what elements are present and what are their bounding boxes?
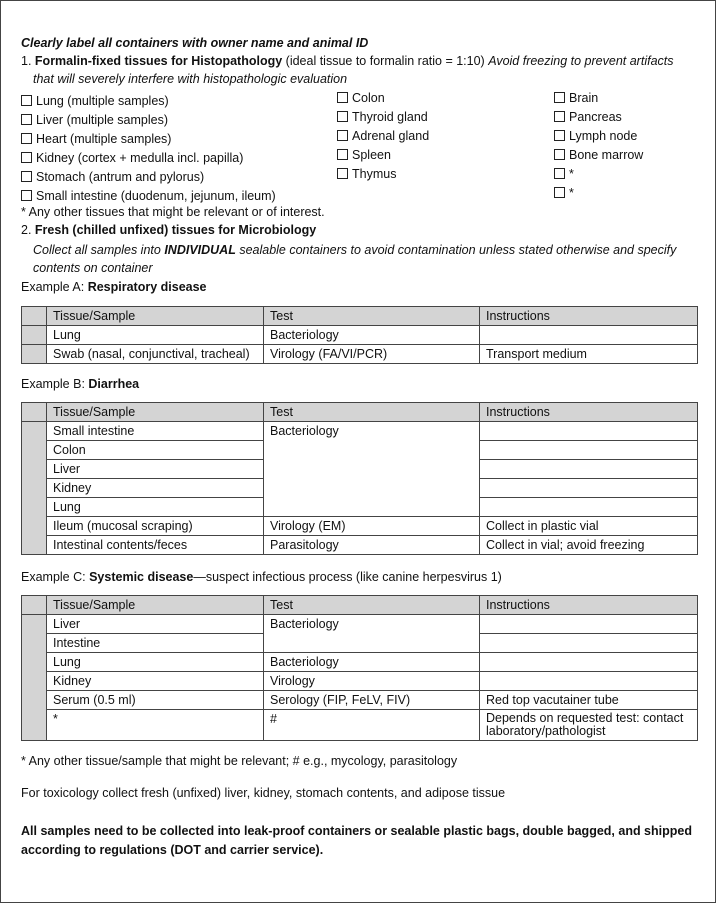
table-row: Intestine <box>22 634 698 653</box>
checklist-item[interactable]: Thyroid gland <box>337 108 429 127</box>
checklist-col3 <box>554 89 643 203</box>
table-row: Intestinal contents/feces Parasitology Collect in vial; avoid freezing <box>22 536 698 555</box>
example-c-heading: Example C: Systemic disease—suspect infectious process (like canine herpesvirus 1) <box>21 570 502 584</box>
checkbox[interactable] <box>21 152 32 163</box>
checklist-item[interactable]: Liver (multiple samples) <box>21 111 276 130</box>
table-row: Kidney Virology <box>22 672 698 691</box>
section2-heading <box>21 223 316 237</box>
section1-note-cont: that will severely interfere with histopathologic evaluation <box>33 72 348 86</box>
checklist-item[interactable]: Heart (multiple samples) <box>21 130 276 149</box>
section1-heading <box>21 54 674 68</box>
toxicology-note: For toxicology collect fresh (unfixed) liver, kidney, stomach contents, and adipose tissue <box>21 786 506 800</box>
checklist-item[interactable]: Lung (multiple samples) <box>21 92 276 111</box>
checklist-item[interactable]: Small intestine (duodenum, jejunum, ileum) <box>21 187 276 206</box>
checklist-item[interactable]: * <box>554 165 643 184</box>
table-row: * # Depends on requested test: contact laboratory/pathologist <box>22 710 698 741</box>
checklist-item[interactable]: Stomach (antrum and pylorus) <box>21 168 276 187</box>
section1-number: 1. <box>21 54 32 68</box>
checkbox[interactable] <box>554 111 565 122</box>
table-row: Lung <box>22 498 698 517</box>
shipping-note-line1: All samples need to be collected into leak-proof containers or sealable plastic bags, double bagged, and shipped <box>21 824 692 838</box>
checklist-item[interactable]: Brain <box>554 89 643 108</box>
footer-footnote: * Any other tissue/sample that might be relevant; # e.g., mycology, parasitology <box>21 754 458 768</box>
checkbox[interactable] <box>337 130 348 141</box>
table-header-row: Tissue/Sample Test Instructions <box>22 403 698 422</box>
checklist-item[interactable]: Pancreas <box>554 108 643 127</box>
label-instruction: Clearly label all containers with owner name and animal ID <box>21 36 369 50</box>
checklist-col1 <box>21 92 276 206</box>
checklist-item[interactable]: * <box>554 184 643 203</box>
checkbox[interactable] <box>21 114 32 125</box>
checkbox[interactable] <box>554 168 565 179</box>
table-row: Small intestine Bacteriology <box>22 422 698 441</box>
shipping-note-line2: according to regulations (DOT and carrier service). <box>21 843 324 857</box>
example-b-table <box>21 402 698 555</box>
example-a-heading: Example A: Respiratory disease <box>21 280 207 294</box>
table-row: Lung Bacteriology <box>22 653 698 672</box>
section1-title: Formalin-fixed tissues for Histopathology <box>34 54 283 68</box>
checkbox[interactable] <box>337 168 348 179</box>
checklist-item[interactable]: Kidney (cortex + medulla incl. papilla) <box>21 149 276 168</box>
table-row: Liver <box>22 460 698 479</box>
table-row: Serum (0.5 ml) Serology (FIP, FeLV, FIV) Red top vacutainer tube <box>22 691 698 710</box>
table-row: Swab (nasal, conjunctival, tracheal) Virology (FA/VI/PCR) Transport medium <box>22 345 698 364</box>
checkbox[interactable] <box>337 92 348 103</box>
table-row: Ileum (mucosal scraping) Virology (EM) Collect in plastic vial <box>22 517 698 536</box>
table-row: Liver Bacteriology <box>22 615 698 634</box>
section1-note: Avoid freezing to prevent artifacts <box>488 54 674 68</box>
checkbox[interactable] <box>21 133 32 144</box>
checkbox[interactable] <box>21 95 32 106</box>
section2-title: Fresh (chilled unfixed) tissues for Microbiology <box>34 223 317 237</box>
example-c-table <box>21 595 698 741</box>
section2-number: 2. <box>21 223 32 237</box>
example-b-heading: Example B: Diarrhea <box>21 377 140 391</box>
checklist-item[interactable]: Lymph node <box>554 127 643 146</box>
table-header-row: Tissue/Sample Test Instructions <box>22 596 698 615</box>
example-a-table <box>21 306 698 364</box>
checkbox[interactable] <box>337 149 348 160</box>
table-row: Lung Bacteriology <box>22 326 698 345</box>
checklist-col2 <box>337 89 429 184</box>
section2-note-cont: contents on container <box>33 261 153 275</box>
table-row: Colon <box>22 441 698 460</box>
checkbox[interactable] <box>554 92 565 103</box>
section2-note: Collect all samples into INDIVIDUAL sealable containers to avoid contamination unless stated otherwise and specify <box>33 243 677 257</box>
checkbox[interactable] <box>337 111 348 122</box>
checkbox[interactable] <box>21 190 32 201</box>
checkbox[interactable] <box>21 171 32 182</box>
checkbox[interactable] <box>554 130 565 141</box>
section1-ratio: (ideal tissue to formalin ratio = 1:10) <box>285 54 485 68</box>
table-header-row: Tissue/Sample Test Instructions <box>22 307 698 326</box>
checklist-item[interactable]: Colon <box>337 89 429 108</box>
checklist-item[interactable]: Thymus <box>337 165 429 184</box>
checkbox[interactable] <box>554 149 565 160</box>
checkbox[interactable] <box>554 187 565 198</box>
checklist-item[interactable]: Bone marrow <box>554 146 643 165</box>
checklist-item[interactable]: Adrenal gland <box>337 127 429 146</box>
table-row: Kidney <box>22 479 698 498</box>
checklist-item[interactable]: Spleen <box>337 146 429 165</box>
section1-footnote: * Any other tissues that might be relevant or of interest. <box>21 205 325 219</box>
